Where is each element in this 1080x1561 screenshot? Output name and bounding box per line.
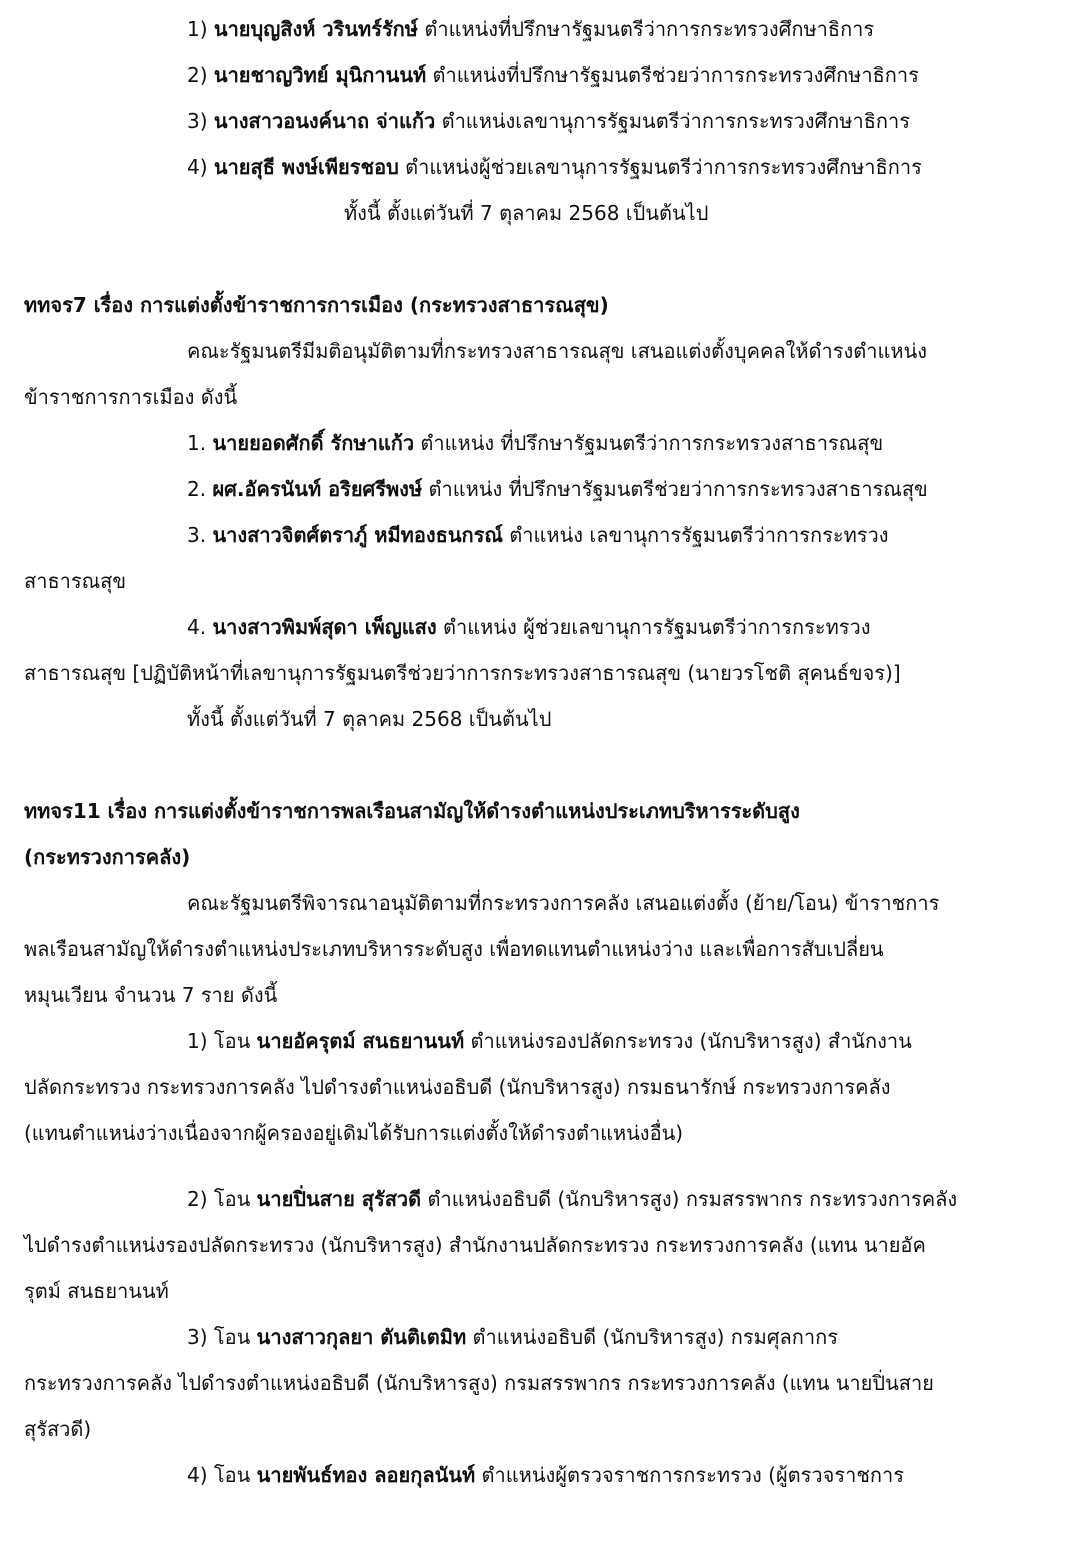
position-text: ตำแหน่ง ที่ปรึกษารัฐมนตรีช่วยว่าการกระทรวงสาธารณสุข [428, 477, 928, 501]
person-name: นายบุญสิงห์ วรินทร์รักษ์ [213, 17, 418, 41]
position-text: ตำแหน่งอธิบดี (นักบริหารสูง) กรมสรรพากร กระทรวงการคลัง [427, 1187, 958, 1211]
position-text: ตำแหน่งรองปลัดกระทรวง (นักบริหารสูง) สำนักงาน [470, 1029, 912, 1053]
list-item: 2. ผศ.อัครนันท์ อริยศรีพงษ์ ตำแหน่ง ที่ปรึกษารัฐมนตรีช่วยว่าการกระทรวงสาธารณสุข [187, 477, 928, 501]
intro-text-cont: หมุนเวียน จำนวน 7 ราย ดังนี้ [24, 983, 278, 1007]
person-name: นายสุธี พงษ์เพียรชอบ [213, 155, 399, 179]
list-item: 3) โอน นางสาวกุลยา ตันติเตมิท ตำแหน่งอธิบดี (นักบริหารสูง) กรมศุลกากร [187, 1325, 838, 1349]
position-text: ตำแหน่งที่ปรึกษารัฐมนตรีว่าการกระทรวงศึกษาธิการ [424, 17, 875, 41]
person-name: นายอัครุตม์ สนธยานนท์ [256, 1029, 465, 1053]
position-text: ตำแหน่งอธิบดี (นักบริหารสูง) กรมศุลกากร [472, 1325, 838, 1349]
spacer [24, 236, 1034, 282]
person-name: นายพันธ์ทอง ลอยกุลนันท์ [256, 1463, 476, 1487]
list-item-cont: (แทนตำแหน่งว่างเนื่องจากผู้ครองอยู่เดิมได้รับการแต่งตั้งให้ดำรงตำแหน่งอื่น) [24, 1121, 684, 1145]
person-name: นางสาวกุลยา ตันติเตมิท [256, 1325, 467, 1349]
person-name: นางสาวอนงค์นาถ จ่าแก้ว [213, 109, 436, 133]
effective-date: ทั้งนี้ ตั้งแต่วันที่ 7 ตุลาคม 2568 เป็นต้นไป [187, 707, 552, 731]
document-page [24, 6, 1034, 1498]
effective-date: ทั้งนี้ ตั้งแต่วันที่ 7 ตุลาคม 2568 เป็นต้นไป [344, 201, 709, 225]
list-item: 4) นายสุธี พงษ์เพียรชอบ ตำแหน่งผู้ช่วยเลขานุการรัฐมนตรีว่าการกระทรวงศึกษาธิการ [187, 155, 922, 179]
intro-text: คณะรัฐมนตรีพิจารณาอนุมัติตามที่กระทรวงการคลัง เสนอแต่งตั้ง (ย้าย/โอน) ข้าราชการ [187, 891, 940, 915]
list-item-cont: รุตม์ สนธยานนท์ [24, 1279, 169, 1303]
person-name: ผศ.อัครนันท์ อริยศรีพงษ์ [212, 477, 423, 501]
list-item: 2) นายชาญวิทย์ มุนิกานนท์ ตำแหน่งที่ปรึกษารัฐมนตรีช่วยว่าการกระทรวงศึกษาธิการ [187, 63, 919, 87]
position-text: ตำแหน่ง เลขานุการรัฐมนตรีว่าการกระทรวง [509, 523, 889, 547]
spacer [24, 742, 1034, 788]
finance-section [24, 788, 1034, 1498]
position-text: ตำแหน่งผู้ตรวจราชการกระทรวง (ผู้ตรวจราชการ [481, 1463, 904, 1487]
person-name: นางสาวจิตศ์ตราภู์ หมีทองธนกรณ์ [212, 523, 503, 547]
section-heading: ททจร7 เรื่อง การแต่งตั้งข้าราชการการเมือง (กระทรวงสาธารณสุข) [24, 293, 609, 317]
person-name: นางสาวพิมพ์สุดา เพ็ญแสง [212, 615, 437, 639]
list-item: 1) โอน นายอัครุตม์ สนธยานนท์ ตำแหน่งรองปลัดกระทรวง (นักบริหารสูง) สำนักงาน [187, 1029, 912, 1053]
position-text: ตำแหน่งที่ปรึกษารัฐมนตรีช่วยว่าการกระทรวงศึกษาธิการ [432, 63, 919, 87]
intro-text-cont: พลเรือนสามัญให้ดำรงตำแหน่งประเภทบริหารระดับสูง เพื่อทดแทนตำแหน่งว่าง และเพื่อการสับเปลี่ยน [24, 937, 884, 961]
person-name: นายปิ่นสาย สุรัสวดี [256, 1187, 422, 1211]
section-heading-cont: (กระทรวงการคลัง) [24, 845, 191, 869]
list-item-cont: ปลัดกระทรวง กระทรวงการคลัง ไปดำรงตำแหน่งอธิบดี (นักบริหารสูง) กรมธนารักษ์ กระทรวงการคลัง [24, 1075, 891, 1099]
position-text: ตำแหน่ง ผู้ช่วยเลขานุการรัฐมนตรีว่าการกระทรวง [443, 615, 871, 639]
list-item-cont: สาธารณสุข [24, 569, 127, 593]
list-item-cont: สุรัสวดี) [24, 1417, 92, 1441]
intro-text: คณะรัฐมนตรีมีมติอนุมัติตามที่กระทรวงสาธารณสุข เสนอแต่งตั้งบุคคลให้ดำรงตำแหน่ง [187, 339, 927, 363]
list-item: 1) นายบุญสิงห์ วรินทร์รักษ์ ตำแหน่งที่ปรึกษารัฐมนตรีว่าการกระทรวงศึกษาธิการ [187, 17, 875, 41]
person-name: นายยอดศักดิ์ รักษาแก้ว [212, 431, 415, 455]
list-item: 1. นายยอดศักดิ์ รักษาแก้ว ตำแหน่ง ที่ปรึกษารัฐมนตรีว่าการกระทรวงสาธารณสุข [187, 431, 884, 455]
spacer [24, 1156, 1034, 1176]
list-item: 3) นางสาวอนงค์นาถ จ่าแก้ว ตำแหน่งเลขานุการรัฐมนตรีว่าการกระทรวงศึกษาธิการ [187, 109, 910, 133]
position-text: ตำแหน่งผู้ช่วยเลขานุการรัฐมนตรีว่าการกระทรวงศึกษาธิการ [405, 155, 922, 179]
list-item-cont: กระทรวงการคลัง ไปดำรงตำแหน่งอธิบดี (นักบริหารสูง) กรมสรรพากร กระทรวงการคลัง (แทน นายปิ่นสาย [24, 1371, 934, 1395]
position-text: ตำแหน่ง ที่ปรึกษารัฐมนตรีว่าการกระทรวงสาธารณสุข [420, 431, 884, 455]
person-name: นายชาญวิทย์ มุนิกานนท์ [213, 63, 427, 87]
education-list [24, 6, 1034, 236]
health-section [24, 282, 1034, 742]
list-item-cont: สาธารณสุข [ปฏิบัติหน้าที่เลขานุการรัฐมนตรีช่วยว่าการกระทรวงสาธารณสุข (นายวรโชติ สุคนธ์ขจร)] [24, 661, 901, 685]
list-item: 4. นางสาวพิมพ์สุดา เพ็ญแสง ตำแหน่ง ผู้ช่วยเลขานุการรัฐมนตรีว่าการกระทรวง [187, 615, 871, 639]
list-item: 2) โอน นายปิ่นสาย สุรัสวดี ตำแหน่งอธิบดี (นักบริหารสูง) กรมสรรพากร กระทรวงการคลัง [187, 1187, 958, 1211]
position-text: ตำแหน่งเลขานุการรัฐมนตรีว่าการกระทรวงศึกษาธิการ [441, 109, 910, 133]
section-heading: ททจร11 เรื่อง การแต่งตั้งข้าราชการพลเรือนสามัญให้ดำรงตำแหน่งประเภทบริหารระดับสูง [24, 799, 800, 823]
list-item: 4) โอน นายพันธ์ทอง ลอยกุลนันท์ ตำแหน่งผู้ตรวจราชการกระทรวง (ผู้ตรวจราชการ [187, 1463, 904, 1487]
intro-text-cont: ข้าราชการการเมือง ดังนี้ [24, 385, 238, 409]
list-item: 3. นางสาวจิตศ์ตราภู์ หมีทองธนกรณ์ ตำแหน่ง เลขานุการรัฐมนตรีว่าการกระทรวง [187, 523, 889, 547]
list-item-cont: ไปดำรงตำแหน่งรองปลัดกระทรวง (นักบริหารสูง) สำนักงานปลัดกระทรวง กระทรวงการคลัง (แทน นายอัค [24, 1233, 926, 1257]
